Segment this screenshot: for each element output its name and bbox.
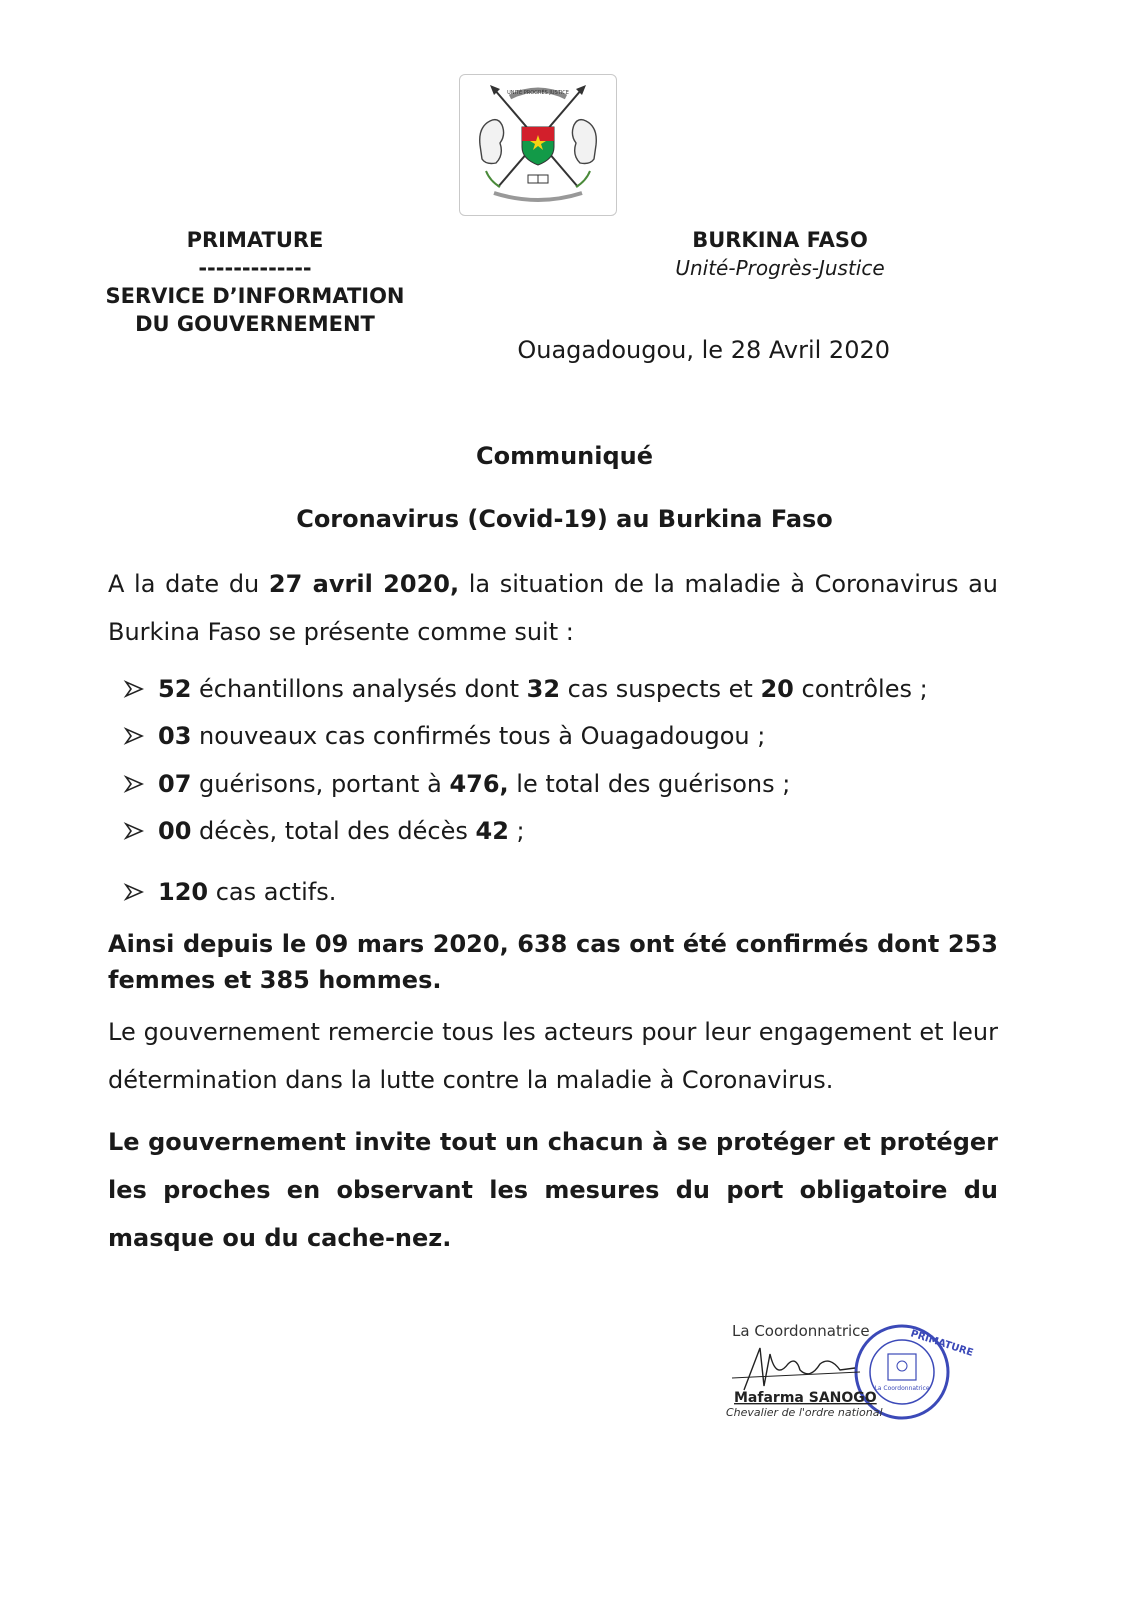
country-header: [640, 226, 920, 282]
list-item: [124, 817, 984, 845]
signature-block: [726, 1320, 975, 1440]
intro-paragraph: [108, 560, 998, 656]
intro-text-start: A la date du: [108, 570, 269, 598]
issuer-primature: PRIMATURE: [186, 228, 324, 252]
intro-text-end: la situation de la maladie à Coronavirus au Burkina Faso se présente comme suit :: [108, 570, 999, 646]
bullet-text: nouveaux cas confirmés tous à Ouagadougou ;: [191, 722, 766, 750]
summary-paragraph: Ainsi depuis le 09 mars 2020, 638 cas ont été confirmés dont 253 femmes et 385 hommes.: [108, 930, 998, 994]
arrow-bullet-icon: [124, 822, 154, 840]
handwritten-signature: [744, 1348, 855, 1390]
list-item: [124, 675, 984, 703]
bullet-number: 52: [158, 675, 192, 703]
issuer-header: [100, 226, 410, 338]
document-subtitle: Coronavirus (Covid-19) au Burkina Faso: [296, 505, 833, 533]
ribbon-text: UNITÉ PROGRÈS JUSTICE: [507, 90, 569, 96]
bullet-text: décès, total des décès: [191, 817, 476, 845]
thanks-paragraph: Le gouvernement remercie tous les acteurs pour leur engagement et leur détermination dans la lutte contre la maladie à Coronavirus.: [108, 1018, 998, 1094]
document-date: Ouagadougou, le 28 Avril 2020: [517, 336, 890, 364]
stamp-inner-text: La Coordonnatrice: [874, 1385, 930, 1392]
country-motto: Unité-Progrès-Justice: [675, 256, 885, 280]
bullet-text: cas actifs.: [208, 878, 337, 906]
country-name: BURKINA FASO: [692, 228, 868, 252]
stamp-text: PRIMATURE: [909, 1328, 975, 1359]
list-item: [124, 770, 984, 798]
list-item: [124, 722, 984, 750]
signatory-distinction: Chevalier de l'ordre national: [726, 1406, 883, 1419]
arrow-bullet-icon: [124, 727, 154, 745]
bullet-text: cas suspects et: [560, 675, 761, 703]
list-item: [124, 878, 984, 906]
bullet-number: 120: [158, 878, 209, 906]
issuer-service: SERVICE D’INFORMATION: [105, 284, 405, 308]
bullet-number: 00: [158, 817, 192, 845]
intro-date: 27 avril 2020,: [268, 570, 460, 598]
bullet-number: 03: [158, 722, 192, 750]
bullet-text: le total des guérisons ;: [508, 770, 791, 798]
bullet-text: ;: [508, 817, 525, 845]
issuer-gouvernement: DU GOUVERNEMENT: [135, 312, 375, 336]
bullet-text: guérisons, portant à: [191, 770, 450, 798]
arrow-bullet-icon: [124, 883, 154, 901]
signatory-role: La Coordonnatrice: [732, 1322, 870, 1340]
bullet-number: 42: [475, 817, 509, 845]
bullet-text: contrôles ;: [793, 675, 928, 703]
coat-of-arms-emblem: [459, 74, 617, 216]
document-title: Communiqué: [475, 442, 654, 470]
bullet-text: échantillons analysés dont: [191, 675, 527, 703]
appeal-paragraph: Le gouvernement invite tout un chacun à se protéger et protéger les proches en observant les mesures du port obligatoire du masque ou du cache-nez.: [108, 1128, 998, 1252]
bullet-number: 20: [760, 675, 794, 703]
bullet-number: 476,: [449, 770, 509, 798]
bullet-number: 32: [526, 675, 561, 703]
signatory-name: Mafarma SANOGO: [734, 1390, 877, 1406]
arrow-bullet-icon: [124, 680, 154, 698]
issuer-separator: -------------: [198, 256, 312, 280]
bullet-number: 07: [158, 770, 192, 798]
arrow-bullet-icon: [124, 775, 154, 793]
